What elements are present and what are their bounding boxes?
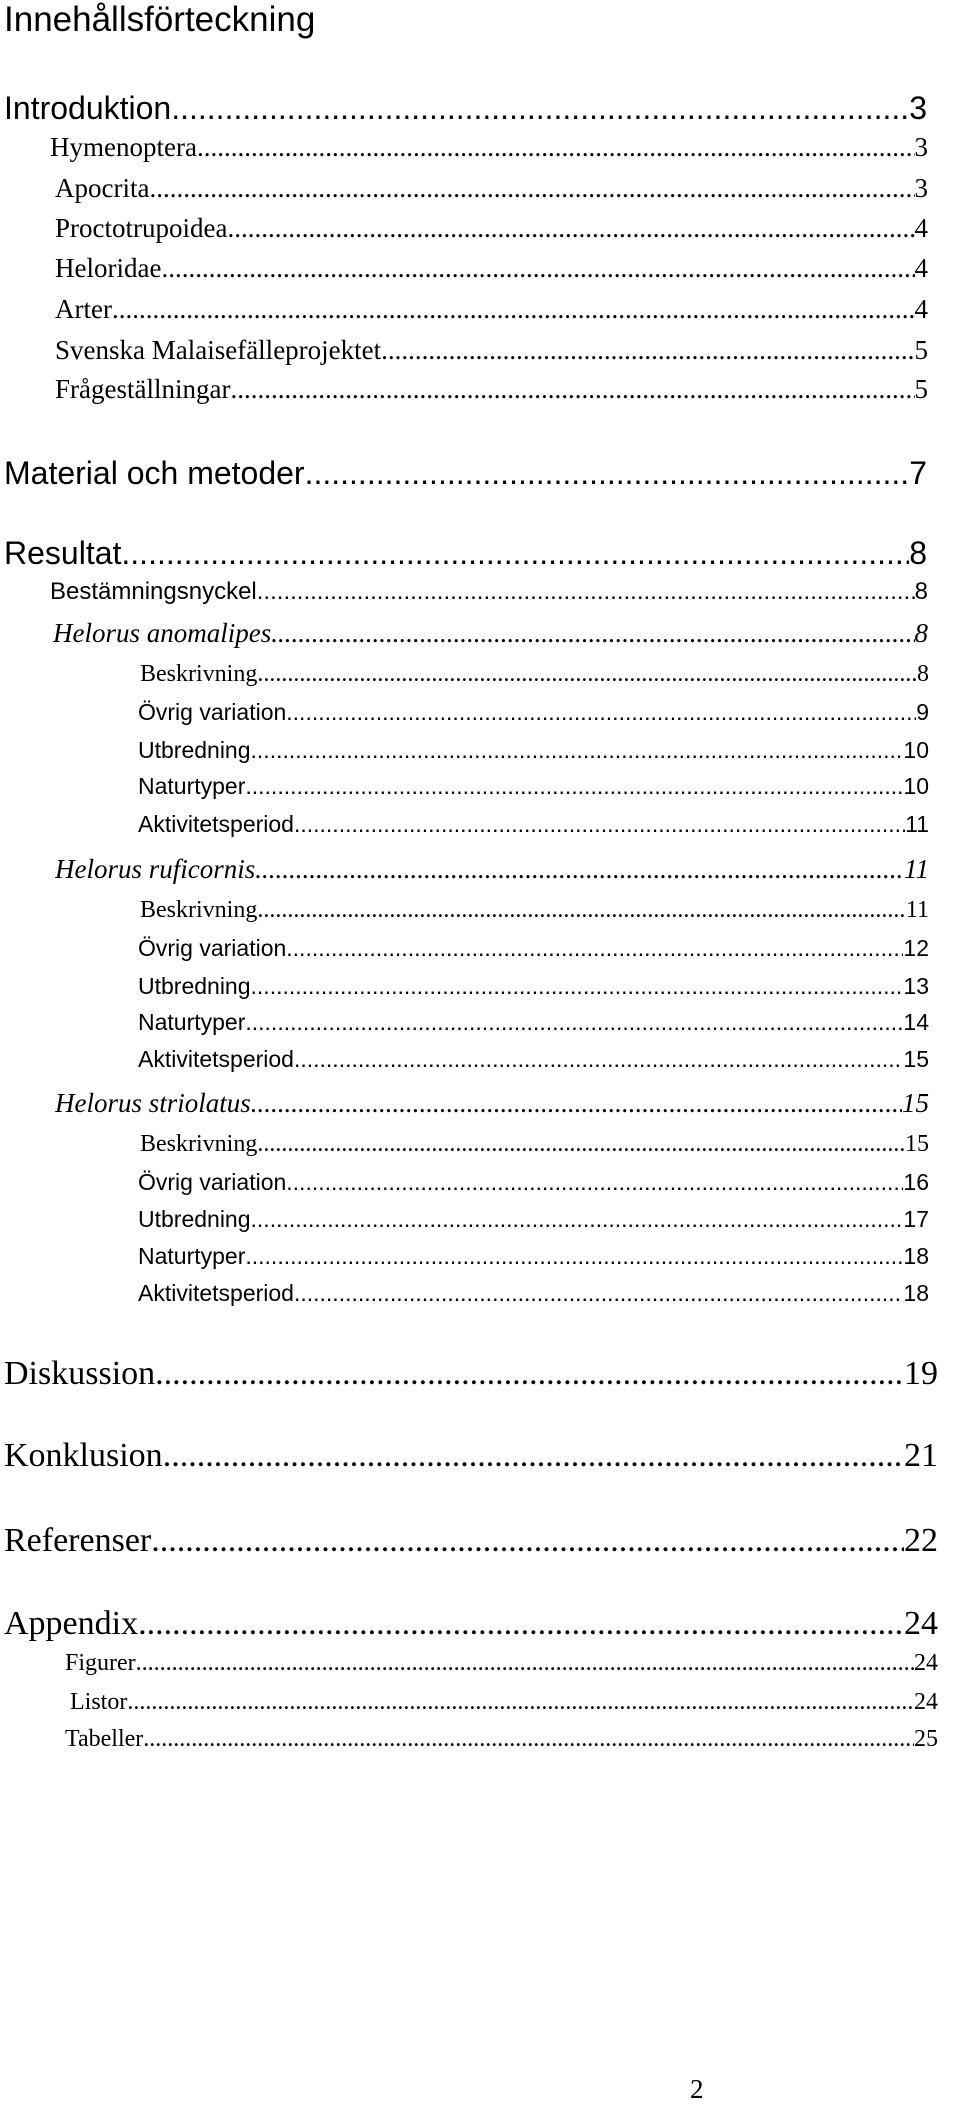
toc-entry[interactable] — [138, 973, 929, 1002]
toc-entry-label: Aktivitetsperiod — [138, 811, 294, 837]
toc-entry[interactable] — [4, 535, 927, 573]
toc-dot-leader — [171, 90, 909, 126]
toc-dot-leader — [251, 737, 904, 764]
toc-entry[interactable] — [55, 374, 928, 406]
toc-dot-leader — [127, 1689, 914, 1716]
toc-entry-label: Tabeller — [65, 1726, 144, 1752]
toc-entry-page: 11 — [904, 854, 929, 884]
toc-dot-leader — [121, 535, 909, 571]
toc-entry[interactable] — [4, 455, 927, 493]
toc-entry[interactable] — [140, 897, 929, 926]
toc-entry[interactable] — [140, 661, 929, 690]
toc-entry-label: Beskrivning — [140, 1131, 258, 1157]
toc-entry[interactable] — [138, 699, 929, 728]
toc-entry-page: 11 — [905, 897, 929, 923]
toc-dot-leader — [245, 1243, 903, 1270]
toc-dot-leader — [251, 1206, 904, 1233]
toc-dot-leader — [149, 173, 914, 203]
toc-entry-page: 15 — [903, 1046, 929, 1072]
toc-entry-page: 22 — [904, 1522, 938, 1559]
toc-entry[interactable] — [138, 737, 929, 766]
toc-dot-leader — [138, 1605, 904, 1643]
toc-entry[interactable] — [55, 173, 928, 205]
toc-entry-page: 3 — [914, 132, 928, 162]
toc-dot-leader — [257, 661, 917, 688]
toc-entry-label: Övrig variation — [138, 1169, 287, 1195]
toc-entry-label: Hymenoptera — [50, 132, 197, 162]
toc-entry[interactable] — [55, 335, 928, 367]
toc-entry[interactable] — [55, 294, 928, 326]
toc-entry-page: 3 — [909, 90, 927, 126]
toc-entry-label: Beskrivning — [140, 661, 258, 687]
toc-entry-page: 24 — [914, 1650, 938, 1676]
toc-dot-leader — [271, 618, 914, 648]
toc-entry[interactable] — [138, 773, 929, 802]
toc-entry[interactable] — [55, 854, 929, 886]
toc-entry-page: 18 — [903, 1243, 929, 1269]
toc-entry-label: Referenser — [4, 1522, 152, 1559]
toc-dot-leader — [294, 1280, 903, 1307]
toc-entry[interactable] — [4, 1522, 938, 1562]
toc-entry-page: 17 — [903, 1206, 929, 1232]
toc-entry-page: 4 — [914, 253, 928, 283]
toc-entry[interactable] — [138, 1243, 929, 1272]
toc-entry[interactable] — [138, 1206, 929, 1235]
toc-entry-page: 19 — [904, 1355, 938, 1392]
toc-entry-label: Beskrivning — [140, 897, 258, 923]
toc-dot-leader — [143, 1726, 914, 1753]
toc-entry-label: Utbredning — [138, 1206, 251, 1232]
toc-entry-page: 24 — [904, 1605, 938, 1642]
toc-entry-page: 8 — [914, 618, 928, 648]
toc-entry-page: 13 — [903, 973, 929, 999]
toc-entry-page: 5 — [914, 335, 928, 365]
toc-entry-label: Appendix — [4, 1605, 139, 1642]
toc-entry-page: 4 — [914, 213, 928, 243]
toc-entry[interactable] — [138, 1280, 929, 1309]
toc-entry[interactable] — [4, 90, 927, 128]
toc-entry-label: Övrig variation — [138, 699, 287, 725]
toc-entry-label: Aktivitetsperiod — [138, 1046, 294, 1072]
toc-entry-label: Diskussion — [4, 1355, 156, 1392]
toc-entry-label: Aktivitetsperiod — [138, 1280, 294, 1306]
toc-entry[interactable] — [53, 618, 928, 650]
toc-dot-leader — [286, 1169, 903, 1196]
toc-entry[interactable] — [50, 132, 928, 164]
toc-dot-leader — [163, 1437, 904, 1475]
toc-dot-leader — [257, 578, 915, 606]
toc-entry[interactable] — [65, 1650, 938, 1679]
toc-entry-label: Svenska Malaisefälleprojektet — [55, 335, 382, 365]
toc-dot-leader — [305, 455, 910, 491]
toc-entry-page: 3 — [914, 173, 928, 203]
toc-entry-label: Naturtyper — [138, 1243, 246, 1269]
toc-entry[interactable] — [4, 1355, 938, 1395]
toc-entry[interactable] — [138, 1046, 929, 1075]
toc-entry-label: Resultat — [4, 535, 122, 571]
toc-entry-label: Helorus anomalipes — [53, 618, 272, 648]
toc-dot-leader — [245, 773, 903, 800]
toc-entry-label: Naturtyper — [138, 1009, 246, 1035]
toc-entry-page: 14 — [903, 1009, 929, 1035]
toc-dot-leader — [286, 699, 916, 726]
toc-entry[interactable] — [138, 935, 929, 964]
toc-entry[interactable] — [138, 1169, 929, 1198]
toc-dot-leader — [230, 374, 914, 404]
toc-entry-page: 24 — [914, 1689, 938, 1715]
toc-entry[interactable] — [140, 1131, 929, 1160]
toc-entry-label: Utbredning — [138, 737, 251, 763]
toc-entry-page: 8 — [909, 535, 927, 571]
toc-entry-page: 7 — [909, 455, 927, 491]
toc-entry-label: Material och metoder — [4, 455, 305, 491]
toc-entry-label: Listor — [70, 1689, 128, 1715]
toc-heading: Innehållsförteckning — [4, 0, 316, 39]
toc-entry-page: 16 — [903, 1169, 929, 1195]
toc-entry-label: Övrig variation — [138, 935, 287, 961]
toc-dot-leader — [257, 897, 906, 924]
toc-dot-leader — [197, 132, 915, 162]
toc-entry-label: Naturtyper — [138, 773, 246, 799]
toc-dot-leader — [161, 253, 914, 283]
toc-entry[interactable] — [50, 578, 928, 608]
toc-entry[interactable] — [138, 1009, 929, 1038]
toc-dot-leader — [151, 1522, 904, 1560]
toc-entry-label: Konklusion — [4, 1437, 163, 1474]
toc-entry-page: 4 — [914, 294, 928, 324]
toc-entry-page: 21 — [904, 1437, 938, 1474]
toc-dot-leader — [112, 294, 915, 324]
toc-dot-leader — [294, 811, 905, 838]
toc-entry-label: Frågeställningar — [55, 374, 231, 404]
toc-entry-page: 25 — [914, 1726, 938, 1752]
toc-entry[interactable] — [55, 1088, 929, 1120]
toc-dot-leader — [381, 335, 914, 365]
toc-entry-label: Apocrita — [55, 173, 150, 203]
toc-dot-leader — [245, 1009, 903, 1036]
toc-entry-page: 10 — [903, 773, 929, 799]
toc-entry-page: 18 — [903, 1280, 929, 1306]
toc-entry-page: 8 — [914, 578, 928, 605]
toc-entry[interactable] — [55, 253, 928, 285]
toc-entry-page: 11 — [905, 811, 929, 837]
toc-dot-leader — [294, 1046, 903, 1073]
toc-entry-page: 15 — [905, 1131, 929, 1157]
toc-entry-label: Utbredning — [138, 973, 251, 999]
toc-entry[interactable] — [4, 1437, 938, 1477]
page-number: 2 — [690, 2074, 704, 2104]
toc-entry-label: Introduktion — [4, 90, 172, 126]
toc-entry-label: Proctotrupoidea — [55, 213, 228, 243]
toc-entry[interactable] — [55, 213, 928, 245]
toc-dot-leader — [136, 1650, 914, 1677]
toc-entry-page: 9 — [916, 699, 929, 725]
toc-entry[interactable] — [4, 1605, 938, 1645]
toc-dot-leader — [155, 1355, 904, 1393]
toc-entry[interactable] — [70, 1689, 938, 1718]
toc-entry-label: Arter — [55, 294, 112, 324]
toc-entry[interactable] — [65, 1726, 938, 1755]
toc-dot-leader — [257, 1131, 905, 1158]
toc-entry-page: 12 — [903, 935, 929, 961]
toc-entry[interactable] — [138, 811, 929, 840]
toc-dot-leader — [251, 973, 904, 1000]
toc-dot-leader — [227, 213, 914, 243]
toc-dot-leader — [251, 1088, 902, 1118]
toc-entry-label: Figurer — [65, 1650, 136, 1676]
toc-entry-label: Helorus striolatus — [55, 1088, 251, 1118]
toc-dot-leader — [255, 854, 904, 884]
toc-entry-page: 15 — [902, 1088, 929, 1118]
toc-entry-page: 5 — [914, 374, 928, 404]
toc-entry-label: Helorus ruficornis — [55, 854, 256, 884]
toc-entry-label: Heloridae — [55, 253, 162, 283]
toc-dot-leader — [286, 935, 903, 962]
toc-entry-label: Bestämningsnyckel — [50, 578, 257, 605]
toc-entry-page: 10 — [903, 737, 929, 763]
toc-entry-page: 8 — [917, 661, 929, 687]
